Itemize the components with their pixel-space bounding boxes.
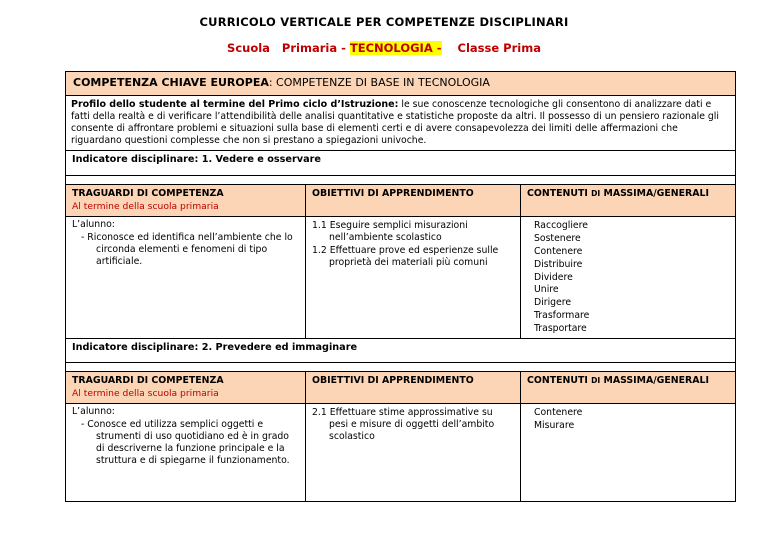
obiettivi-cell-2	[306, 404, 521, 502]
obiettivi-header-cell	[306, 184, 521, 217]
traguardi-intro-1: L’alunno:	[72, 219, 115, 231]
obiettivi-item: 1.1 Eseguire semplici misurazioni nell’ambiente scolastico	[312, 220, 468, 244]
subtitle-suffix: Classe Prima	[441, 41, 541, 55]
contenuti-item: Sostenere	[534, 233, 581, 245]
indicatore-1-row	[66, 151, 736, 175]
contenuti-header-post: MASSIMA/GENERALI	[600, 374, 709, 386]
traguardi-header-title: TRAGUARDI DI COMPETENZA	[72, 187, 224, 199]
indicatore-2-label: Indicatore disciplinare	[72, 341, 195, 353]
indicatore-1-label: Indicatore disciplinare	[72, 154, 195, 166]
obiettivi-item: 2.1 Effettuare stime approssimative su pesi e misure di oggetti dell’ambito scolastico	[312, 407, 495, 443]
subtitle-prefix: Scuola Primaria -	[227, 41, 350, 55]
contenuti-header-pre: CONTENUTI	[527, 374, 592, 386]
contenuti-item: Misurare	[534, 420, 575, 432]
document-title: CURRICOLO VERTICALE PER COMPETENZE DISCIPLINARI	[199, 15, 569, 29]
indicatore-2-row	[66, 338, 736, 362]
competenza-label: COMPETENZA CHIAVE EUROPEA	[73, 76, 269, 89]
content-row-2	[66, 404, 736, 502]
traguardi-item: - Conosce ed utilizza semplici oggetti e strumenti di uso quotidiano ed è in grado di descriverne la funzione principale e la struttura e di spiegarne il funzionamento.	[81, 419, 290, 466]
tecnologia-highlight: TECNOLOGIA -	[349, 41, 442, 55]
obiettivi-header-title: OBIETTIVI DI APPRENDIMENTO	[312, 187, 474, 199]
spacer-row	[66, 175, 736, 184]
spacer-cell	[66, 362, 736, 371]
traguardi-header-subtitle: Al termine della scuola primaria	[72, 387, 219, 399]
contenuti-item: Raccogliere	[534, 220, 588, 232]
spacer-cell	[66, 175, 736, 184]
contenuti-item: Unire	[534, 284, 559, 296]
contenuti-header-di: DI	[591, 188, 601, 198]
profilo-label: Profilo dello studente al termine del Primo ciclo d’Istruzione:	[71, 98, 399, 110]
profilo-row	[66, 95, 736, 150]
contenuti-header-cell	[521, 371, 736, 404]
traguardi-item: - Riconosce ed identifica nell’ambiente che lo circonda elementi e fenomeni di tipo artificiale.	[81, 232, 293, 267]
curriculum-table	[65, 71, 736, 502]
contenuti-item: Distribuire	[534, 258, 583, 270]
contenuti-cell-2	[521, 404, 736, 502]
competenza-chiave-row	[66, 72, 736, 96]
traguardi-cell-2	[66, 404, 306, 502]
profilo-cell	[66, 95, 736, 150]
contenuti-item: Trasportare	[534, 322, 587, 334]
profilo-text: le sue conoscenze tecnologiche gli consentono di analizzare dati e fatti della realtà e di verificare l’attendibilità delle analisi quantitative e statistiche proposte da altri. Il possesso di un pensiero razionale gli consente di affrontare problemi e situazioni sulla base di elementi certi e di avere consapevolezza dei limiti delle affermazioni che riguardano questioni complesse che non si prestano a spiegazioni univoche.	[71, 98, 719, 146]
traguardi-cell-1	[66, 217, 306, 338]
column-header-row-1	[66, 184, 736, 217]
competenza-chiave-cell	[66, 72, 736, 96]
indicatore-2-value: : 2. Prevedere ed immaginare	[194, 341, 358, 353]
contenuti-item: Contenere	[534, 407, 583, 419]
contenuti-header-cell	[521, 184, 736, 217]
contenuti-header-pre: CONTENUTI	[527, 187, 592, 199]
traguardi-header-title: TRAGUARDI DI COMPETENZA	[72, 374, 224, 386]
content-row-1	[66, 217, 736, 338]
traguardi-header-cell	[66, 371, 306, 404]
indicatore-1-cell	[66, 151, 736, 175]
contenuti-header-di: DI	[591, 375, 601, 385]
obiettivi-cell-1	[306, 217, 521, 338]
spacer-row	[66, 362, 736, 371]
obiettivi-header-title: OBIETTIVI DI APPRENDIMENTO	[312, 374, 474, 386]
indicatore-1-value: : 1. Vedere e osservare	[194, 154, 321, 166]
traguardi-header-cell	[66, 184, 306, 217]
contenuti-item: Dirigere	[534, 297, 572, 309]
column-header-row-2	[66, 371, 736, 404]
contenuti-item: Contenere	[534, 245, 583, 257]
obiettivi-header-cell	[306, 371, 521, 404]
indicatore-2-cell	[66, 338, 736, 362]
traguardi-header-subtitle: Al termine della scuola primaria	[72, 200, 219, 212]
contenuti-header-post: MASSIMA/GENERALI	[600, 187, 709, 199]
traguardi-intro-2: L’alunno:	[72, 406, 115, 418]
contenuti-item: Dividere	[534, 271, 573, 283]
obiettivi-item: 1.2 Effettuare prove ed esperienze sulle proprietà dei materiali più comuni	[312, 244, 499, 268]
document-subtitle	[0, 41, 768, 55]
contenuti-item: Trasformare	[534, 309, 590, 321]
contenuti-cell-1	[521, 217, 736, 338]
competenza-value: : COMPETENZE DI BASE IN TECNOLOGIA	[268, 76, 490, 89]
